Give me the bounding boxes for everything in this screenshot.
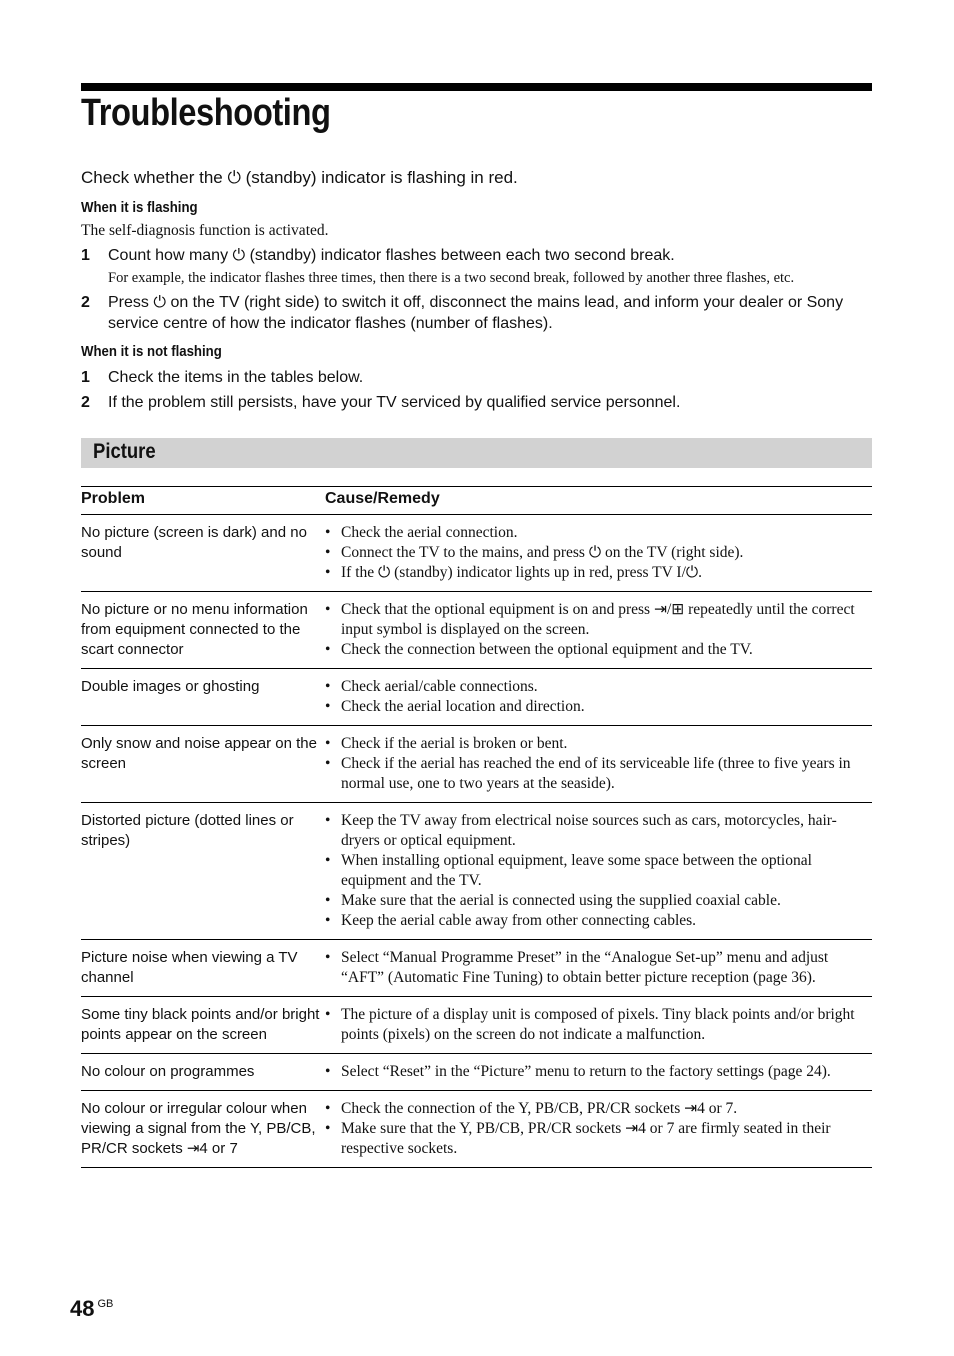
table-row [81, 997, 872, 1054]
problem-cell: No colour on programmes [81, 1054, 325, 1091]
remedy-item: • Check that the optional equipment is on and press ⇥/⊞ repeatedly until the correct input symbol is displayed on the screen. [325, 600, 872, 640]
flashing-description: The self-diagnosis function is activated. [81, 222, 329, 239]
page-language: GB [97, 1298, 114, 1310]
remedy-item: • Check the aerial connection. [325, 523, 872, 543]
intro-text: Check whether the ⏻ (standby) indicator is flashing in red. [81, 168, 518, 187]
remedy-cell [325, 669, 872, 726]
remedy-list [325, 1005, 872, 1045]
step-number: 2 [81, 294, 90, 311]
remedy-item: • Select “Manual Programme Preset” in the “Analogue Set-up” menu and adjust “AFT” (Automatic Fine Tuning) to obtain better picture reception (page 36). [325, 948, 872, 988]
remedy-list [325, 734, 872, 794]
problem-cell: Double images or ghosting [81, 669, 325, 726]
problem-cell: No picture or no menu information from equipment connected to the scart connector [81, 592, 325, 669]
problem-cell: Picture noise when viewing a TV channel [81, 940, 325, 997]
remedy-cell [325, 1091, 872, 1168]
remedy-list [325, 677, 872, 717]
table-row [81, 726, 872, 803]
column-header-remedy: Cause/Remedy [325, 487, 872, 515]
page-title: Troubleshooting [81, 92, 331, 134]
table-row [81, 1091, 872, 1168]
page-number-value: 48 [70, 1296, 95, 1321]
title-rule [81, 83, 872, 91]
problem-cell: No colour or irregular colour when viewing a signal from the Y, PB/CB, PR/CR sockets ⇥4 or 7 [81, 1091, 325, 1168]
remedy-item: • Make sure that the aerial is connected using the supplied coaxial cable. [325, 891, 872, 911]
not-flashing-step-2 [81, 392, 876, 413]
remedy-item: • The picture of a display unit is composed of pixels. Tiny black points and/or bright points (pixels) on the screen do not indicate a malfunction. [325, 1005, 872, 1045]
problem-cell: Distorted picture (dotted lines or stripes) [81, 803, 325, 940]
remedy-item: • Check the aerial location and direction. [325, 697, 872, 717]
remedy-cell [325, 1054, 872, 1091]
remedy-item: • Check aerial/cable connections. [325, 677, 872, 697]
remedy-cell [325, 515, 872, 592]
remedy-list [325, 948, 872, 988]
troubleshooting-table [81, 486, 872, 1168]
problem-cell: No picture (screen is dark) and no sound [81, 515, 325, 592]
table-row [81, 592, 872, 669]
remedy-cell [325, 592, 872, 669]
table-row [81, 1054, 872, 1091]
step-number: 2 [81, 394, 90, 411]
table-row [81, 940, 872, 997]
column-header-problem: Problem [81, 487, 325, 515]
section-header-picture [81, 438, 872, 468]
remedy-item: • Keep the TV away from electrical noise sources such as cars, motorcycles, hair-dryers or optical equipment. [325, 811, 872, 851]
flashing-step-1 [81, 245, 876, 266]
remedy-item: • When installing optional equipment, leave some space between the optional equipment and the TV. [325, 851, 872, 891]
remedy-list [325, 1099, 872, 1159]
section-title: Picture [93, 440, 156, 463]
remedy-item: • Check the connection between the optional equipment and the TV. [325, 640, 872, 660]
remedy-list [325, 811, 872, 931]
remedy-cell [325, 997, 872, 1054]
table-header-row [81, 487, 872, 515]
step-text: If the problem still persists, have your TV serviced by qualified service personnel. [108, 394, 681, 411]
step-text: Press ⏻ on the TV (right side) to switch it off, disconnect the mains lead, and inform your dealer or Sony service centre of how the indicator flashes (number of flashes). [108, 294, 844, 332]
not-flashing-heading: When it is not flashing [81, 343, 222, 360]
table-row [81, 803, 872, 940]
remedy-item: • Make sure that the Y, PB/CB, PR/CR sockets ⇥4 or 7 are firmly seated in their respective sockets. [325, 1119, 872, 1159]
remedy-item: • Select “Reset” in the “Picture” menu to return to the factory settings (page 24). [325, 1062, 872, 1082]
remedy-cell [325, 726, 872, 803]
table-row [81, 515, 872, 592]
remedy-item: • Keep the aerial cable away from other connecting cables. [325, 911, 872, 931]
problem-cell: Only snow and noise appear on the screen [81, 726, 325, 803]
problem-cell: Some tiny black points and/or bright points appear on the screen [81, 997, 325, 1054]
remedy-item: • If the ⏻ (standby) indicator lights up in red, press TV I/⏻. [325, 563, 872, 583]
remedy-item: • Check if the aerial has reached the end of its serviceable life (three to five years in normal use, one to two years at the seaside). [325, 754, 872, 794]
remedy-list [325, 1062, 872, 1082]
step-text: Count how many ⏻ (standby) indicator flashes between each two second break. [108, 247, 675, 264]
step-number: 1 [81, 369, 90, 386]
table-row [81, 669, 872, 726]
remedy-item: • Connect the TV to the mains, and press ⏻ on the TV (right side). [325, 543, 872, 563]
page-number [70, 1296, 113, 1322]
remedy-cell [325, 803, 872, 940]
step-number: 1 [81, 247, 90, 264]
remedy-cell [325, 940, 872, 997]
remedy-item: • Check if the aerial is broken or bent. [325, 734, 872, 754]
table-body [81, 515, 872, 1168]
step-text: Check the items in the tables below. [108, 369, 364, 386]
remedy-list [325, 523, 872, 583]
not-flashing-step-1 [81, 367, 876, 388]
remedy-list [325, 600, 872, 660]
remedy-item: • Check the connection of the Y, PB/CB, PR/CR sockets ⇥4 or 7. [325, 1099, 872, 1119]
flashing-heading: When it is flashing [81, 199, 198, 216]
flashing-step-2 [81, 292, 876, 334]
flashing-example: For example, the indicator flashes three times, then there is a two second break, followed by another three flashes, etc. [108, 270, 795, 286]
